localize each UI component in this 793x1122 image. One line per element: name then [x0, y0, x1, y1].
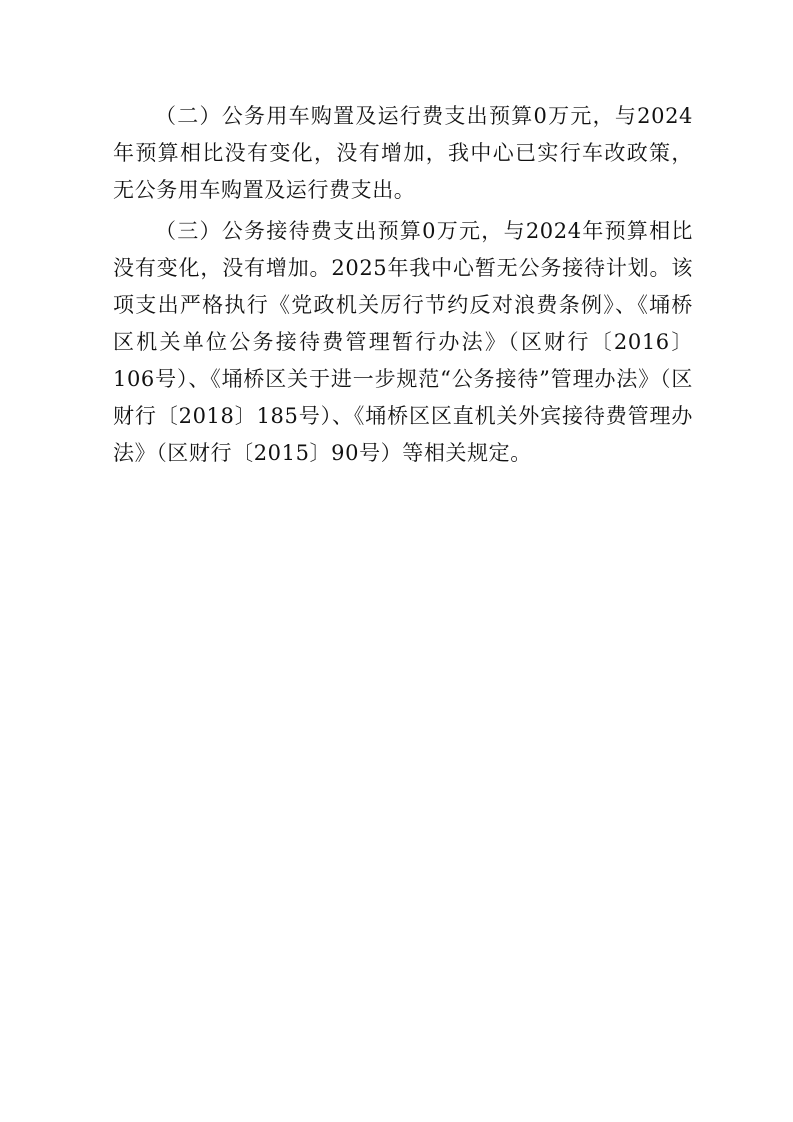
paragraph-vehicle-expenses: （二）公务用车购置及运行费支出预算0万元，与2024年预算相比没有变化，没有增加，我中心已实行车改政策，无公务用车购置及运行费支出。: [113, 104, 693, 202]
document-body: [113, 98, 693, 476]
paragraph-reception-expenses: （三）公务接待费支出预算0万元，与2024年预算相比没有变化，没有增加。2025年我中心暂无公务接待计划。该项支出严格执行《党政机关厉行节约反对浪费条例》、《埇桥区机关单位公务接待费管理暂行办法》（区财行〔2016〕106号）、《埇桥区关于进一步规范“公务接待”管理办法》（区财行〔2018〕185号）、《埇桥区区直机关外宾接待费管理办法》（区财行〔2015〕90号）等相关规定。: [113, 219, 693, 465]
